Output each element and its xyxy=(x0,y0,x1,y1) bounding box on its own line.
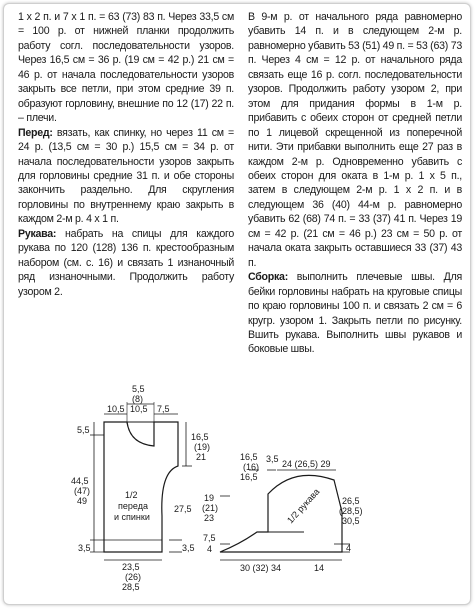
sleeve-top-left-1: 16,5 xyxy=(240,452,258,462)
sleeve-outline xyxy=(220,475,342,552)
sleeves-heading: Рукава: xyxy=(18,227,57,240)
sleeve-cap-height-3: 23 xyxy=(204,513,215,523)
body-left-neck: 5,5 xyxy=(77,425,90,435)
body-bottom-width-3: 28,5 xyxy=(122,582,140,592)
sleeve-cap-height-1: 19 xyxy=(204,493,215,503)
body-top-width-4: 10,5 xyxy=(130,404,148,414)
document-page xyxy=(3,3,471,605)
front-heading: Перед: xyxy=(18,126,53,139)
body-top-width-3: (8) xyxy=(132,394,143,404)
body-top-width-2: 5,5 xyxy=(132,384,145,394)
sleeve-cap-height-2: (21) xyxy=(202,503,219,513)
sleeve-left-bottom: 4 xyxy=(207,544,213,554)
assembly-text: выполнить плечевые швы. Для бейки горловины набрать на круговые спицы по краю горловины 100 п. и связать 2 см = 6 кругр. узором 1. Закрыть петли по рисунку. Вшить рукава. Выполнить швы рукавов и боковые швы. xyxy=(248,271,462,356)
sleeve-right-1: 26,5 xyxy=(342,496,360,506)
body-right-bottom: 3,5 xyxy=(182,543,195,553)
body-armhole-3: 21 xyxy=(196,452,207,462)
sleeve-top-left-2: (16) xyxy=(243,462,260,472)
sleeve-schematic xyxy=(4,4,470,604)
sleeve-top-left-3: 16,5 xyxy=(240,472,258,482)
sleeve-top-right: 24 (26,5) 29 xyxy=(282,459,331,469)
body-left-height-3: 49 xyxy=(77,496,88,506)
body-center-label-2: переда xyxy=(118,501,148,511)
body-center-label-3: и спинки xyxy=(114,512,150,522)
sleeve-lower: 7,5 xyxy=(203,533,216,543)
body-bottom-width-2: (26) xyxy=(125,572,142,582)
front-text: вязать, как спинку, но через 11 см = 24 р. (13,5 см = 30 р.) 15,5 см = 34 р. от начала последовательности узоров закрыть для горловины средние 31 п. и обе стороны закончить раздельно. Для скругления горловины по внутреннему краю закрыть в каждом 2-м р. 4 х 1 п. xyxy=(18,126,234,226)
body-left-height-2: (47) xyxy=(74,486,91,496)
body-armhole-2: (19) xyxy=(194,442,211,452)
back-instructions: 1 х 2 п. и 7 х 1 п. = 63 (73) 83 п. Через 33,5 см = 100 р. от нижней планки продолжить работу согл. последовательности узоров. Через 16,5 см = 36 р. (19 см = 42 р.) 21 см = 46 р. от начала последовательности узоров закрыть все петли, при этом средние 39 п. образуют горловину, внешние по 12 (17) 22 п. – плечи. xyxy=(18,11,234,125)
body-bottom-width-1: 23,5 xyxy=(122,562,140,572)
sleeve-right-2: (28,5) xyxy=(339,506,363,516)
body-left-height-1: 44,5 xyxy=(71,476,89,486)
sleeve-continued-text: В 9-м р. от начального ряда равномерно убавить 14 п. и в следующем 2-м р. равномерно убавить 53 (51) 49 п. = 53 (63) 73 п. Через 4 см = 12 р. от начального ряда связать еще 16 р. согл. последовательности узоров. Продолжить работу узором 2, при этом для придания формы в 1-м р. прибавить с обеих сторон от средней петли по 1 лицевой скрещенной из поперечной нити. Эти прибавки выполнить еще 27 раз в каждом 2-м р. Одновременно убавить с обеих сторон для оката в 1-м р. 1 х 5 п., затем в следующем 2-м р. 1 х 2 п. и в следующем 36 (40) 44-м р. равномерно убавить 62 (68) 74 п. = 33 (37) 41 п. Через 19 см = 42 р. (21 см = 46 р.) 23 см = 50 р. от начала оката закрыть оставшиеся 33 (37) 43 п. xyxy=(248,11,462,269)
sleeve-bottom-right: 14 xyxy=(314,563,325,573)
sleeve-right-3: 30,5 xyxy=(342,516,360,526)
sleeve-label: 1/2 рукава xyxy=(285,486,322,526)
body-armhole-1: 16,5 xyxy=(191,432,209,442)
body-left-bottom: 3,5 xyxy=(78,543,91,553)
body-top-width-1: 10,5 xyxy=(107,404,125,414)
sleeve-bottom-width: 30 (32) 34 xyxy=(240,563,282,573)
sleeve-right-bottom: 4 xyxy=(346,543,352,553)
assembly-heading: Сборка: xyxy=(248,271,288,284)
body-side-length: 27,5 xyxy=(174,504,192,514)
body-center-label-1: 1/2 xyxy=(125,490,138,500)
sleeves-text: набрать на спицы для каждого рукава по 120 (128) 136 п. крестообразным набором (см. с. 16) и связать 1 изнаночный ряд изнаночными. Продолжить работу узором 2. xyxy=(18,227,234,298)
sleeve-top-mid: 3,5 xyxy=(266,454,279,464)
body-top-width-6: 7,5 xyxy=(157,404,170,414)
